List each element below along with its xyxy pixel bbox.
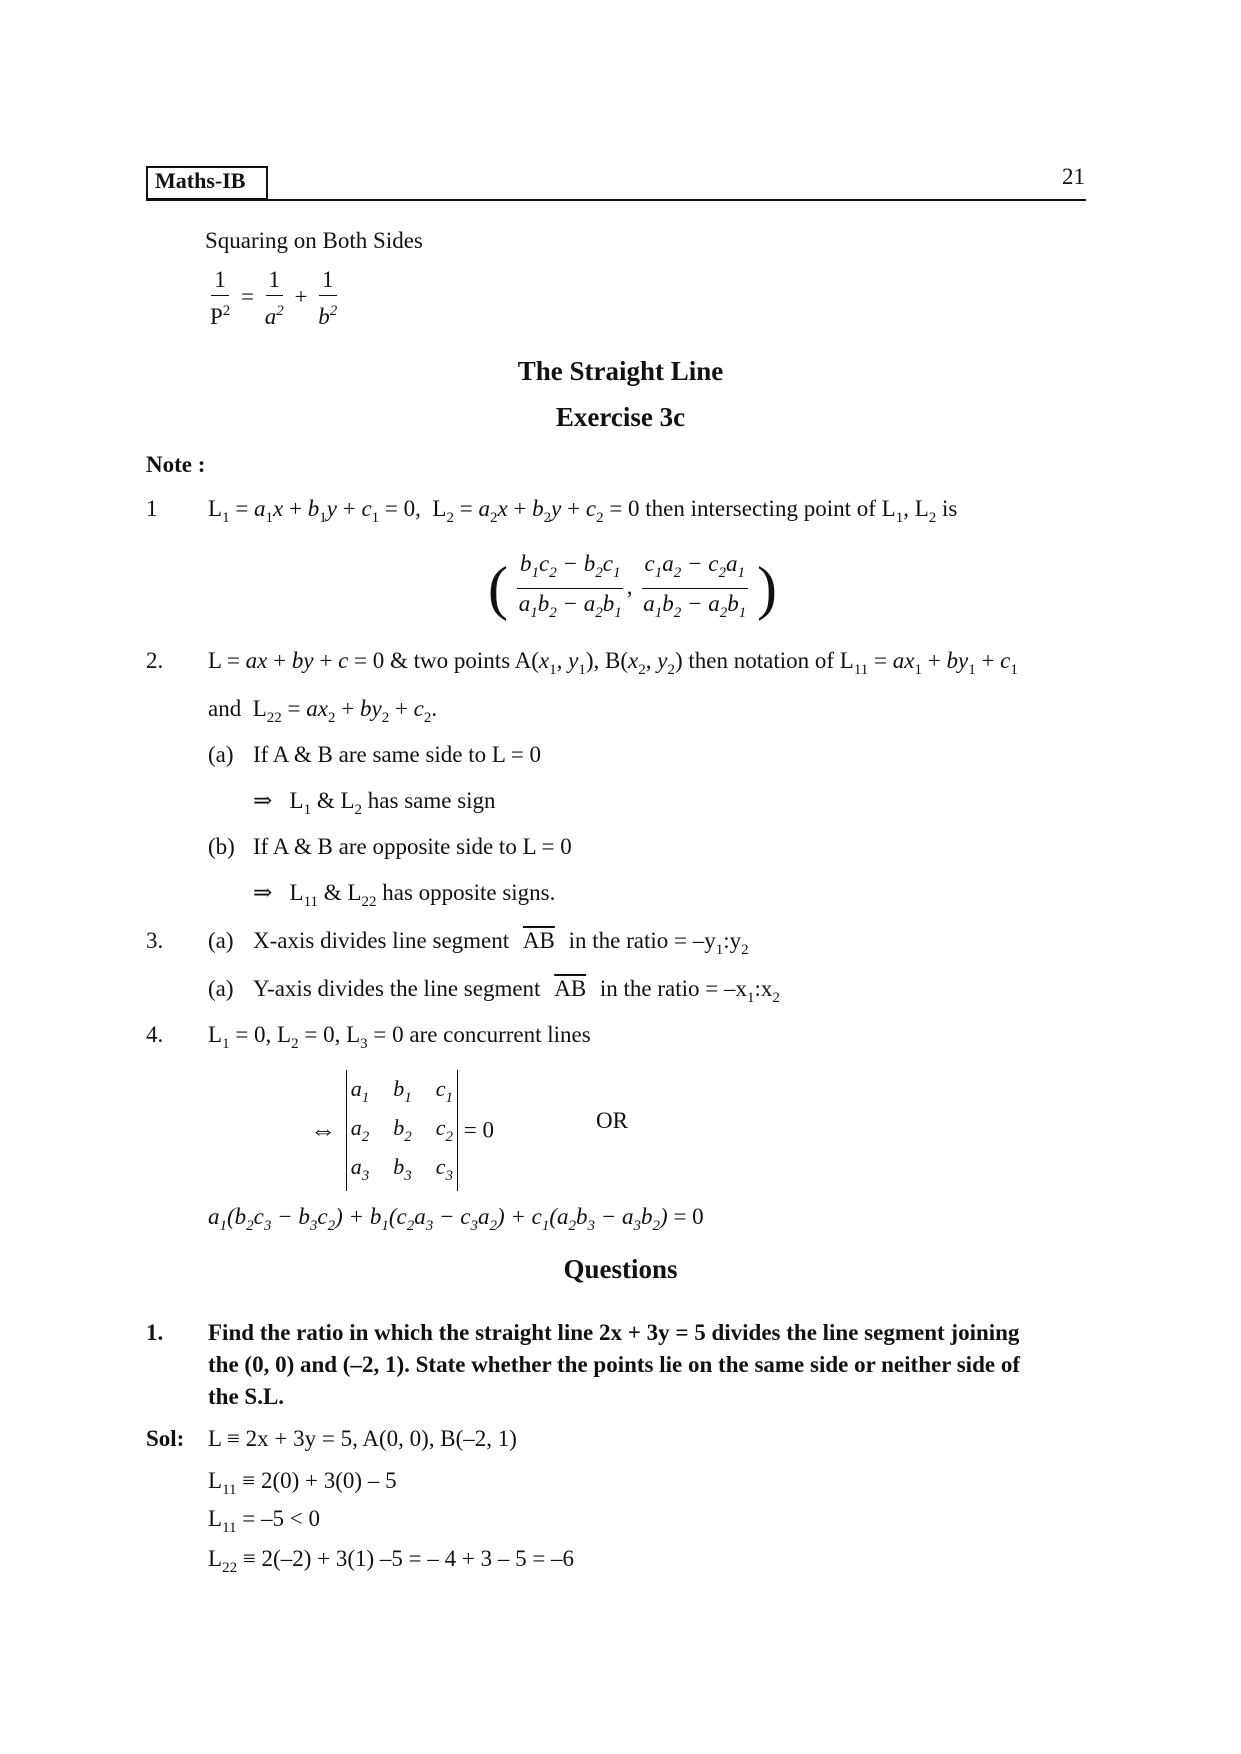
note-2-number: 2. [146,648,164,673]
solution-line1: L ≡ 2x + 3y = 5, A(0, 0), B(–2, 1) [208,1426,517,1451]
note-3-number: 3. [146,928,164,953]
note-2a-text: If A & B are same side to L = 0 [253,742,542,767]
questions-heading: Questions [563,1254,678,1284]
question-1-number: 1. [146,1320,164,1345]
solution-line4: $L_{22} \equiv 2(-2) + 3(1) -5$ = – 4 + 3 – 5 = –6 [208,1546,575,1576]
or-label: OR [596,1108,628,1133]
note-2b-result-text: has opposite signs. [382,880,556,905]
note-1-number: 1 [146,496,158,521]
chapter-title: The Straight Line [517,356,724,386]
note-3b-text: Y-axis divides the line segment $\overline{AB}$ in the ratio = $-x_1:x_2$ [253,976,780,1006]
question-1-line1: Find the ratio in which the straight line 2x + 3y = 5 divides the line segment joining [208,1320,1020,1345]
note-2-text2: then notation of [688,648,835,673]
question-1-line2: the (0, 0) and (–2, 1). State whether the points lie on the same side or neither side of [208,1352,1020,1377]
exercise-title: Exercise 3c [555,402,686,432]
solution-label: Sol: [146,1426,185,1451]
determinant-equation: ⇔ $a_1$ $b_1$ $c_1$ $a_2$ $b_2$ $c_2$ $a_3$ $b_3$ $c_3$ = 0 [310,1070,494,1191]
determinant-matrix: $a_1$ $b_1$ $c_1$ $a_2$ $b_2$ $c_2$ $a_3$ $b_3$ $c_3$ [346,1070,458,1191]
note-2-text: L = ax + by + c = 0 & two points $A(x_1$, $y_1$), $B(x_2$, $y_2$) then notation of $L_{11} = ax_1 + by_1 + c_1$ [208,648,1018,678]
note-4-text1: are concurrent lines [409,1022,591,1047]
note-3b-ratio: in the ratio = –x [599,976,748,1001]
segment-ab: $\overline{AB}$ [522,928,555,953]
solution-line3-text: = –5 < 0 [242,1506,320,1531]
segment-ab: $\overline{AB}$ [554,976,587,1001]
solution-line2: $L_{11} \equiv 2(0) + 3(0) - 5$ [208,1468,397,1498]
intro-line: Squaring on Both Sides [205,228,423,253]
note-label: Note : [146,452,206,477]
note-3a-text1: X-axis divides line segment [253,928,510,953]
note-2a-result-text: has same sign [367,788,496,813]
note-3a-ratio: in the ratio = –y [568,928,716,953]
note-3a-label: (a) [208,928,234,953]
note-2-and: and [208,696,242,721]
note-1-text: $L_1 = a_1x + b_1y + c_1 = 0$, $L_2 = a_2x + b_2y + c_2 = 0$ then intersecting point of $L_1$, $L_2$ is [208,496,958,526]
note-2a-result: ⇒ $L_1$ & $L_2$ has same sign [253,788,496,818]
note-4-number: 4. [146,1022,164,1047]
solution-line2-text: ≡ 2(0) + 3(0) – 5 [242,1468,397,1493]
solution-line4-text: ≡ 2(–2) + 3(1) –5 = – 4 + 3 – 5 = –6 [242,1546,575,1571]
question-1-line3: the S.L. [208,1384,285,1409]
note-2b-label: (b) [208,834,235,859]
note-2-line2: and $L_{22} = ax_2 + by_2 + c_2$. [208,696,438,726]
note-3a-text: X-axis divides line segment $\overline{AB}$ in the ratio = $-y_1:y_2$ [253,928,749,958]
determinant-expansion: $a_1(b_2c_3 - b_3c_2) + b_1(c_2a_3 - c_3a_2) + c_1(a_2b_3 - a_3b_2) = 0$ [208,1204,704,1234]
note-3b-text1: Y-axis divides the line segment [253,976,541,1001]
note-4-text: $L_1 = 0$, $L_2 = 0$, $L_3 = 0$ are concurrent lines [208,1022,591,1052]
note-2a-label: (a) [208,742,234,767]
page-number: 21 [1062,164,1085,189]
intersection-point-formula: ( $\frac{b_1c_2 - b_2c_1}{a_1b_2 - a_2b_1}$ , $\frac{c_1a_2 - c_2a_1}{a_1b_2 - a_2b_1}$ ) [488,551,778,621]
solution-line3: $L_{11} = -5 < 0$ [208,1506,320,1536]
squaring-equation: $\frac{1}{P^2}$ = $\frac{1}{a^2}$ + $\frac{1}{b^2}$ [210,267,338,329]
note-3b-label: (a) [208,976,234,1001]
header-book-label: Maths-IB [155,168,246,193]
header-rule [146,199,1086,201]
note-2-text1: & two points [390,648,511,673]
note-2b-text: If A & B are opposite side to L = 0 [253,834,572,859]
note-1-mid: then intersecting point of [645,496,876,521]
note-2b-result: ⇒ $L_{11}$ & $L_{22}$ has opposite signs. [253,880,556,910]
